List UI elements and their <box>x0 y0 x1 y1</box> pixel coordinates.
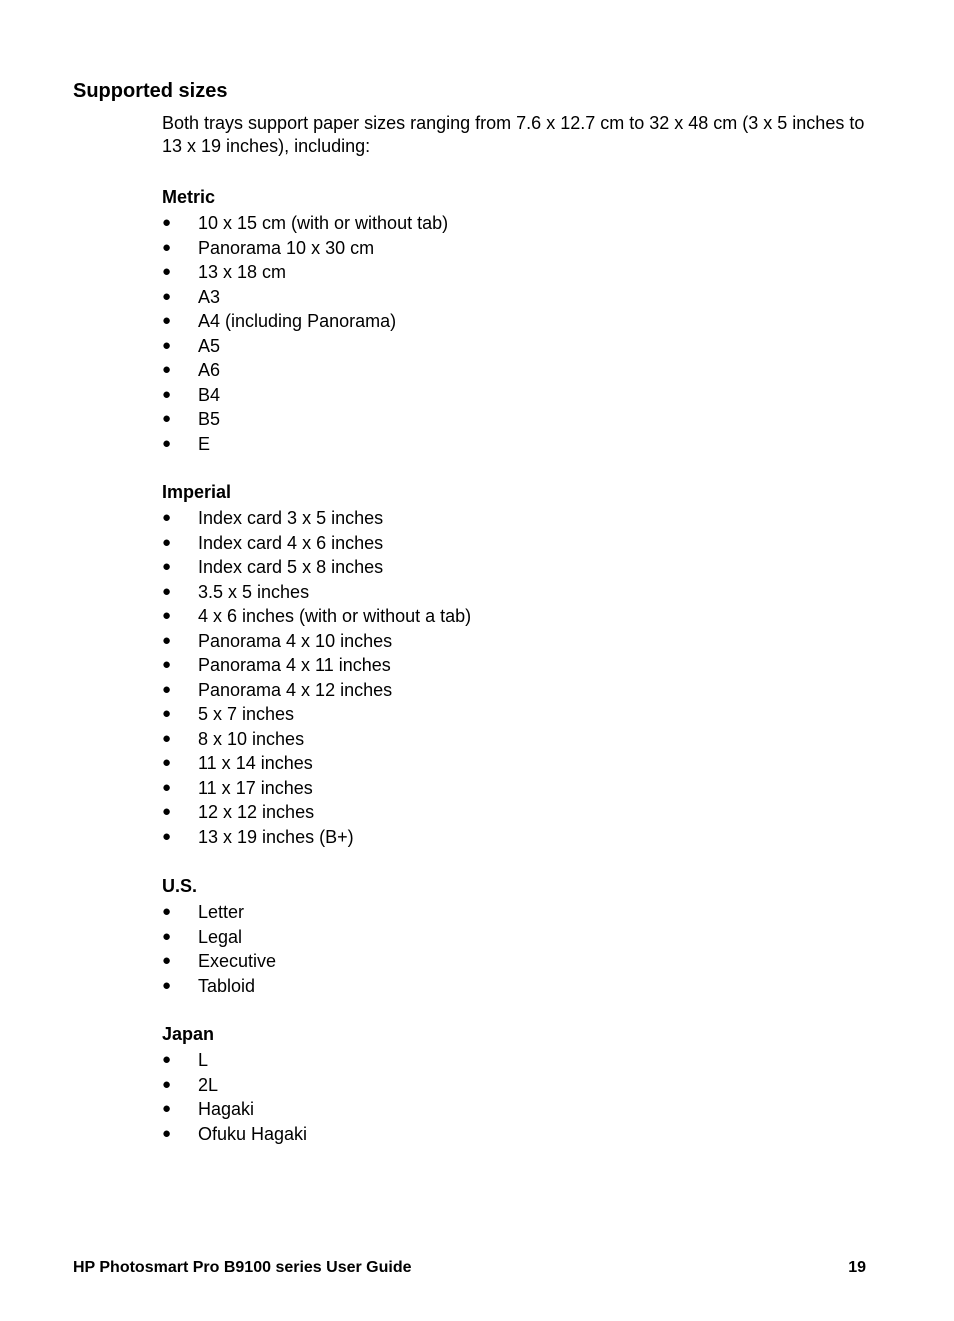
list-item <box>162 974 862 999</box>
list-item <box>162 925 862 950</box>
list-item-text: Panorama 10 x 30 cm <box>198 237 375 258</box>
list-item <box>162 531 862 556</box>
list-item-text: Index card 4 x 6 inches <box>198 532 384 553</box>
metric-group <box>162 185 862 456</box>
bullet-icon: ● <box>162 952 172 969</box>
bullet-icon: ● <box>162 705 172 722</box>
list-item <box>162 432 862 457</box>
bullet-icon: ● <box>162 754 172 771</box>
list-item <box>162 236 862 261</box>
bullet-icon: ● <box>162 287 172 305</box>
list-item-text: 13 x 18 cm <box>198 262 287 282</box>
list-item-text: Panorama 4 x 11 inches <box>198 655 391 675</box>
bullet-icon: ● <box>162 729 172 747</box>
metric-list <box>162 211 862 456</box>
list-item-text: 8 x 10 inches <box>198 728 305 749</box>
list-item <box>162 900 862 925</box>
list-item <box>162 800 862 825</box>
list-item-text: Panorama 4 x 10 inches <box>198 630 393 651</box>
list-item-text: Panorama 4 x 12 inches <box>198 679 393 700</box>
list-item <box>162 1048 862 1073</box>
bullet-icon: ● <box>162 385 172 403</box>
list-item <box>162 727 862 752</box>
list-item <box>162 383 862 408</box>
bullet-icon: ● <box>162 336 172 354</box>
list-item-text: Executive <box>198 951 277 971</box>
list-item-text: 12 x 12 inches <box>198 802 315 822</box>
list-item-text: 11 x 17 inches <box>198 777 313 798</box>
bullet-icon: ● <box>162 1124 172 1142</box>
us-heading: U.S. <box>162 876 198 896</box>
list-item <box>162 1122 862 1147</box>
list-item-text: 13 x 19 inches (B+) <box>198 826 354 847</box>
bullet-icon: ● <box>162 607 172 624</box>
imperial-heading: Imperial <box>162 482 232 502</box>
list-item <box>162 751 862 776</box>
list-item-text: 3.5 x 5 inches <box>198 581 310 602</box>
list-item <box>162 334 862 359</box>
list-item <box>162 678 862 703</box>
bullet-icon: ● <box>162 361 172 378</box>
list-item-text: A4 (including Panorama) <box>198 311 397 331</box>
bullet-icon: ● <box>162 238 172 256</box>
bullet-icon: ● <box>162 1051 172 1068</box>
list-item <box>162 653 862 678</box>
list-item <box>162 629 862 654</box>
list-item-text: 2L <box>198 1074 219 1095</box>
bullet-icon: ● <box>162 903 172 920</box>
list-item-text: Ofuku Hagaki <box>198 1123 308 1144</box>
us-group <box>162 874 862 998</box>
list-item <box>162 358 862 383</box>
metric-heading: Metric <box>162 187 216 207</box>
bullet-icon: ● <box>162 509 172 526</box>
bullet-icon: ● <box>162 803 172 820</box>
bullet-icon: ● <box>162 1075 172 1093</box>
bullet-icon: ● <box>162 582 172 600</box>
list-item-text: Index card 5 x 8 inches <box>198 557 384 577</box>
list-item-text: A3 <box>198 286 221 307</box>
list-item <box>162 260 862 285</box>
list-item-text: Hagaki <box>198 1099 255 1119</box>
list-item <box>162 604 862 629</box>
list-item <box>162 949 862 974</box>
bullet-icon: ● <box>162 656 172 673</box>
list-item-text: Tabloid <box>198 975 256 996</box>
list-item <box>162 825 862 850</box>
footer-title: HP Photosmart Pro B9100 series User Guide <box>73 1259 412 1276</box>
bullet-icon: ● <box>162 1100 172 1117</box>
bullet-icon: ● <box>162 263 172 280</box>
bullet-icon: ● <box>162 631 172 649</box>
list-item-text: 11 x 14 inches <box>198 753 313 773</box>
list-item-text: A6 <box>198 360 221 380</box>
list-item <box>162 555 862 580</box>
imperial-group <box>162 480 862 849</box>
list-item-text: B4 <box>198 384 221 405</box>
japan-heading: Japan <box>162 1024 215 1044</box>
bullet-icon: ● <box>162 827 172 845</box>
list-item-text: 10 x 15 cm (with or without tab) <box>198 213 449 233</box>
list-item-text: E <box>198 433 211 454</box>
list-item <box>162 702 862 727</box>
list-item <box>162 580 862 605</box>
list-item-text: Letter <box>198 902 245 922</box>
list-item <box>162 309 862 334</box>
list-item-text: 5 x 7 inches <box>198 704 295 724</box>
list-item <box>162 1097 862 1122</box>
list-item-text: A5 <box>198 335 221 356</box>
list-item-text: Legal <box>198 926 243 947</box>
japan-group <box>162 1022 862 1146</box>
bullet-icon: ● <box>162 312 172 329</box>
list-item-text: L <box>198 1050 209 1070</box>
list-item <box>162 506 862 531</box>
list-item <box>162 776 862 801</box>
imperial-list <box>162 506 862 849</box>
page-number: 19 <box>848 1259 866 1276</box>
bullet-icon: ● <box>162 976 172 994</box>
us-list <box>162 900 862 998</box>
list-item <box>162 1073 862 1098</box>
bullet-icon: ● <box>162 410 172 427</box>
list-item-text: B5 <box>198 409 221 429</box>
bullet-icon: ● <box>162 533 172 551</box>
list-item-text: 4 x 6 inches (with or without a tab) <box>198 606 472 626</box>
bullet-icon: ● <box>162 214 172 231</box>
list-item <box>162 211 862 236</box>
list-item-text: Index card 3 x 5 inches <box>198 508 384 528</box>
bullet-icon: ● <box>162 680 172 698</box>
bullet-icon: ● <box>162 927 172 945</box>
bullet-icon: ● <box>162 434 172 452</box>
list-item <box>162 407 862 432</box>
intro-paragraph: Both trays support paper sizes ranging from 7.6 x 12.7 cm to 32 x 48 cm (3 x 5 inches to 13 x 19 inches), including: <box>162 113 865 156</box>
section-title: Supported sizes <box>73 80 228 102</box>
japan-list <box>162 1048 862 1146</box>
bullet-icon: ● <box>162 558 172 575</box>
bullet-icon: ● <box>162 778 172 796</box>
list-item <box>162 285 862 310</box>
